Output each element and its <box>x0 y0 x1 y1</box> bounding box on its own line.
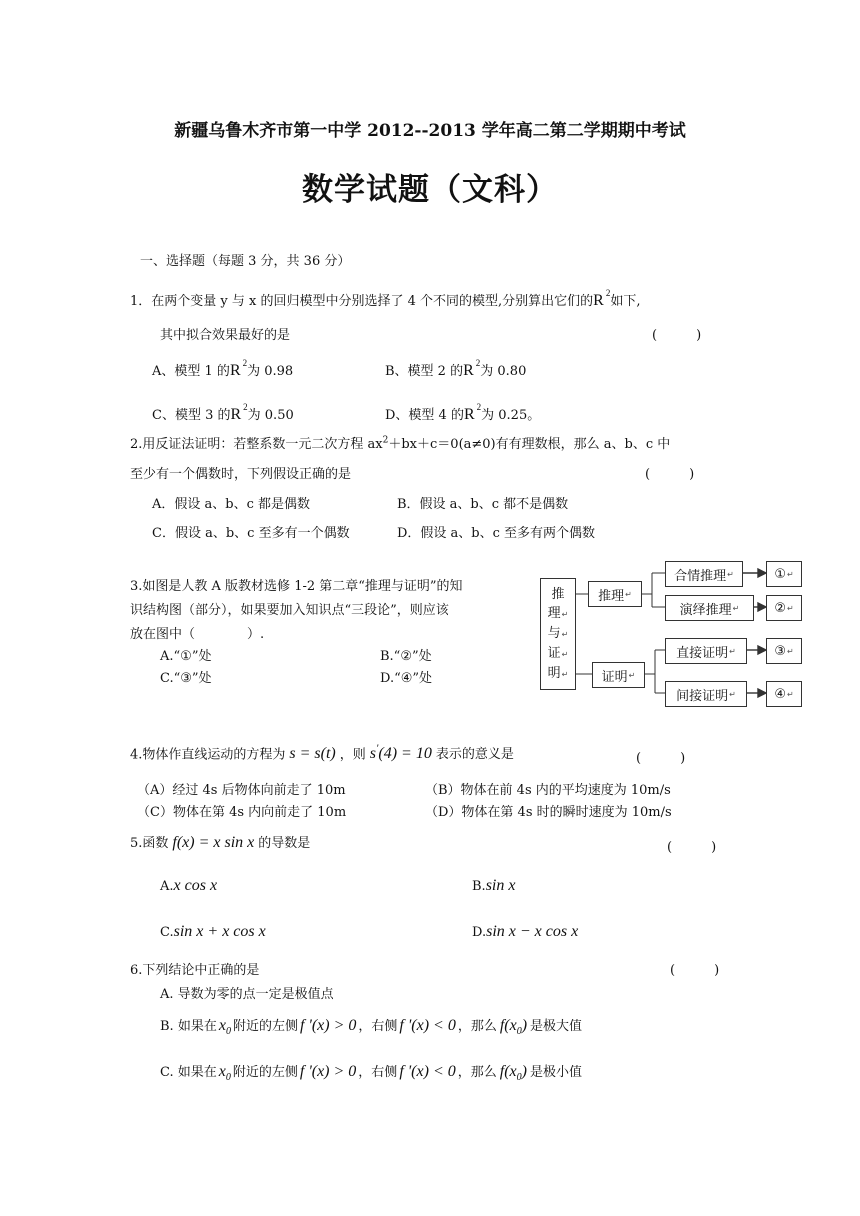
q1-line2: 其中拟合效果最好的是 <box>160 328 291 343</box>
diagram-proof-box: 证明 ↵ <box>592 662 645 688</box>
q1-option-d: D、模型 4 的R $^2$为 0.25。 <box>385 402 541 423</box>
diagram-slot-2: ② ↵ <box>766 595 802 621</box>
q6-answer-bracket: ( ) <box>670 963 720 978</box>
q6-option-b: B. 如果在 $x_0$ 附近的左侧 f '(x) > 0 ，右侧 f '(x) < 0 ，那么 $f(x_0)$ 是极大值 <box>160 1017 583 1038</box>
q3-line3: 放在图中（ ）. <box>130 627 265 642</box>
q4-option-b: （B）物体在前 4s 内的平均速度为 10m/s <box>425 783 671 798</box>
q4-answer-bracket: ( ) <box>636 751 686 766</box>
q1-stem: 1．在两个变量 y 与 x 的回归模型中分别选择了 4 个不同的模型,分别算出它们的R $^2$如下, <box>130 288 641 309</box>
q4-stem: 4.物体作直线运动的方程为 s = s(t) ，则 s'(4) = 10 表示的意义是 <box>130 743 514 763</box>
q1-option-a: A、模型 1 的R $^2$为 0.98 <box>152 358 294 379</box>
exam-title: 新疆乌鲁木齐市第一中学 2012--2013 学年高二第二学期期中考试 <box>174 121 686 141</box>
q1-option-c: C、模型 3 的R $^2$为 0.50 <box>152 402 294 423</box>
q4-option-c: （C）物体在第 4s 内向前走了 10m <box>137 805 347 820</box>
q3-option-b: B.“②”处 <box>380 649 432 664</box>
q2-line1: 2.用反证法证明：若整系数一元二次方程 $ax^2+bx+c=0(a\ne 0)$有有理数根，那么 a、b、c 中 <box>130 435 671 452</box>
diagram-root-box: 推 理↵ 与↵ 证↵ 明↵ <box>540 578 576 690</box>
diagram-indirect-proof-box: 间接证明 ↵ <box>665 681 747 707</box>
q3-option-d: D.“④”处 <box>380 671 433 686</box>
q3-option-a: A.“①”处 <box>160 649 212 664</box>
q1-answer-bracket: ( ) <box>652 328 702 343</box>
diagram-slot-1: ① ↵ <box>766 561 802 587</box>
q5-option-c: C.sin x + x cos x <box>160 923 266 940</box>
q5-stem: 5.函数 f(x) = x sin x 的导数是 <box>130 834 311 851</box>
q6-option-c: C. 如果在 $x_0$ 附近的左侧 f '(x) > 0 ，右侧 f '(x) < 0 ，那么 $f(x_0)$ 是极小值 <box>160 1063 582 1084</box>
section-heading: 一、选择题（每题 3 分，共 36 分） <box>140 254 351 269</box>
q5-option-a: A.x cos x <box>160 877 218 894</box>
diagram-direct-proof-box: 直接证明 ↵ <box>665 638 747 664</box>
diagram-slot-4: ④ ↵ <box>766 681 802 707</box>
q1-option-b: B、模型 2 的R $^2$为 0.80 <box>385 358 527 379</box>
diagram-plausible-box: 合情推理 ↵ <box>665 561 743 587</box>
q4-option-d: （D）物体在第 4s 时的瞬时速度为 10m/s <box>425 805 672 820</box>
q5-answer-bracket: ( ) <box>667 840 717 855</box>
q2-option-d: D．假设 a、b、c 至多有两个偶数 <box>397 526 596 541</box>
diagram-slot-3: ③ ↵ <box>766 638 802 664</box>
q3-line1: 3.如图是人教 A 版教材选修 1-2 第二章“推理与证明”的知 <box>130 579 463 594</box>
q2-option-a: A．假设 a、b、c 都是偶数 <box>152 497 311 512</box>
diagram-deductive-box: 演绎推理 ↵ <box>665 595 754 621</box>
q2-option-b: B．假设 a、b、c 都不是偶数 <box>397 497 569 512</box>
diagram-reasoning-box: 推理 ↵ <box>588 581 642 607</box>
q2-option-c: C．假设 a、b、c 至多有一个偶数 <box>152 526 350 541</box>
q5-option-d: D.sin x − x cos x <box>472 923 579 940</box>
q4-option-a: （A）经过 4s 后物体向前走了 10m <box>137 783 346 798</box>
q2-line2: 至少有一个偶数时，下列假设正确的是 <box>130 467 352 482</box>
q3-option-c: C.“③”处 <box>160 671 212 686</box>
q6-stem: 6.下列结论中正确的是 <box>130 963 260 978</box>
q5-option-b: B.sin x <box>472 877 516 894</box>
r-squared: R $^2$ <box>593 288 611 309</box>
q6-option-a: A. 导数为零的点一定是极值点 <box>160 987 334 1002</box>
q2-answer-bracket: ( ) <box>645 467 695 482</box>
q3-line2: 识结构图（部分），如果要加入知识点“三段论”，则应该 <box>130 603 449 618</box>
exam-subtitle: 数学试题（文科） <box>302 172 558 208</box>
